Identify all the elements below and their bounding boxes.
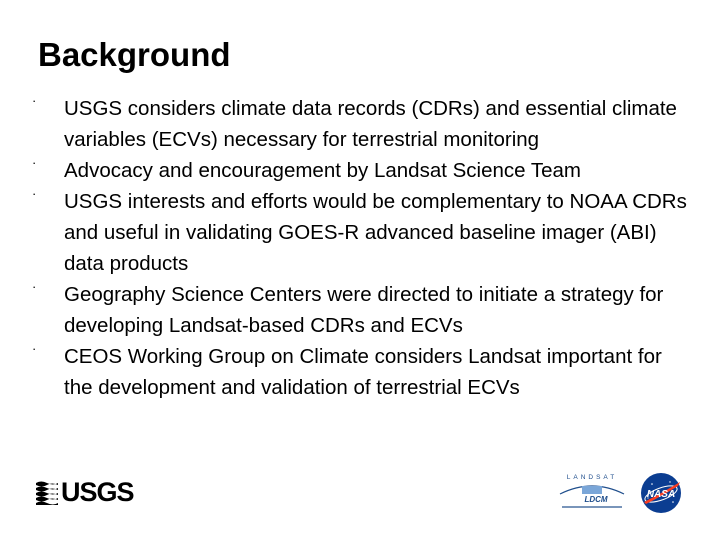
nasa-logo bbox=[640, 472, 682, 514]
nasa-logo-text: NASA bbox=[646, 489, 676, 500]
bullet-text: USGS considers climate data records (CDRs) and essential climate variables (ECVs) necessary for terrestrial monitoring bbox=[64, 97, 677, 151]
bullet-text: Advocacy and encouragement by Landsat Science Team bbox=[64, 159, 582, 182]
usgs-wave-icon bbox=[36, 479, 58, 505]
bullet-item bbox=[30, 279, 690, 341]
bullet-dot: · bbox=[32, 186, 37, 201]
bullet-item bbox=[30, 155, 690, 186]
bullet-dot: · bbox=[32, 341, 37, 356]
bullet-dot: · bbox=[32, 93, 37, 108]
bullet-item bbox=[30, 93, 690, 155]
bullet-dot: · bbox=[32, 279, 37, 294]
tagline-line-icon bbox=[562, 506, 622, 508]
ldcm-logo bbox=[554, 470, 630, 512]
ldcm-logo-text: LDCM bbox=[584, 495, 608, 504]
landsat-logo-text: LANDSAT bbox=[566, 474, 618, 481]
bullet-text: CEOS Working Group on Climate considers Landsat important for the development and validation of terrestrial ECVs bbox=[64, 345, 662, 399]
usgs-logo-text: USGS bbox=[61, 476, 134, 507]
bullet-dot: · bbox=[32, 155, 37, 170]
usgs-logo bbox=[36, 478, 134, 506]
bullet-text: Geography Science Centers were directed to initiate a strategy for developing Landsat-based CDRs and ECVs bbox=[64, 283, 664, 337]
bullet-list bbox=[30, 93, 690, 403]
satellite-icon bbox=[582, 486, 602, 494]
bullet-item bbox=[30, 186, 690, 279]
bullet-text: USGS interests and efforts would be complementary to NOAA CDRs and useful in validating GOES-R advanced baseline imager (ABI) data products bbox=[64, 190, 687, 275]
slide-title: Background bbox=[38, 36, 231, 73]
bullet-item bbox=[30, 341, 690, 403]
